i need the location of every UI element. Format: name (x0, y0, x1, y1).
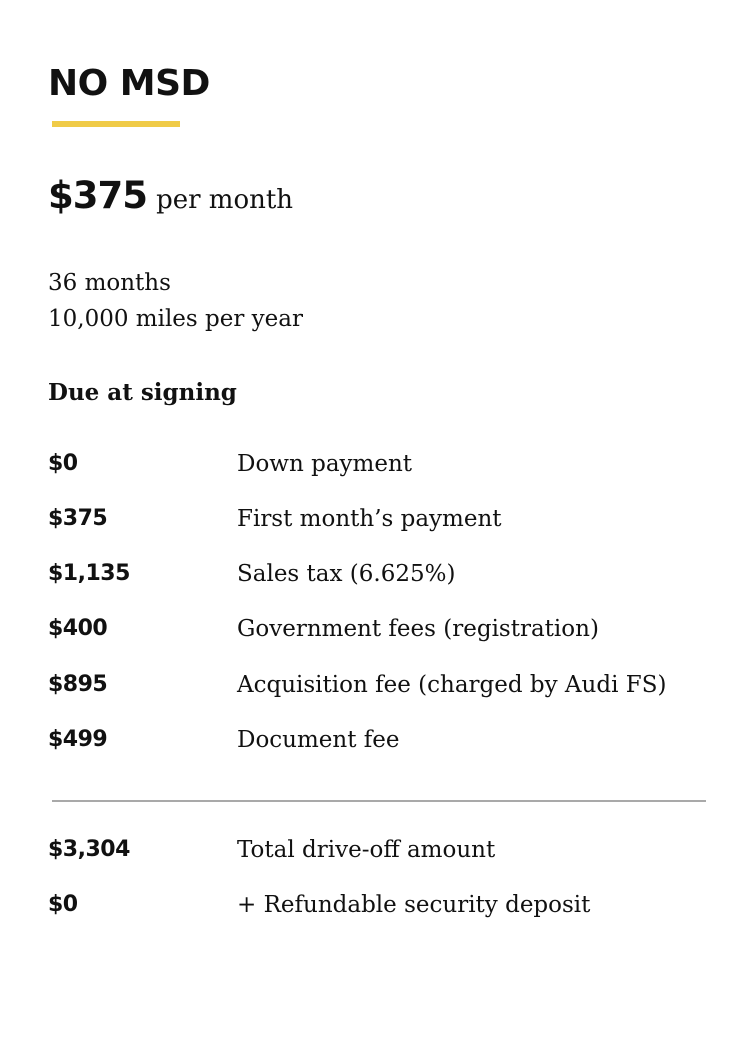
due-at-signing-heading: Due at signing (48, 379, 237, 406)
fee-row-document-fee (48, 725, 708, 755)
fee-amount: $1,135 (48, 561, 130, 586)
fee-amount: $0 (48, 451, 78, 476)
fee-row-government-fees (48, 614, 708, 644)
fee-amount: $375 (48, 506, 108, 531)
fee-row-sales-tax (48, 559, 708, 589)
monthly-price (48, 174, 293, 217)
total-row-drive-off (48, 835, 708, 865)
fee-label: Document fee (237, 727, 400, 753)
total-row-security-deposit (48, 890, 708, 920)
lease-term-months: 36 months (48, 270, 171, 296)
fee-label: Acquisition fee (charged by Audi FS) (237, 672, 667, 698)
fee-label: First month’s payment (237, 506, 502, 532)
title-accent-underline (52, 121, 180, 127)
total-label: + Refundable security deposit (237, 892, 591, 918)
totals-divider (52, 800, 706, 802)
fee-row-down-payment (48, 449, 708, 479)
offer-title: NO MSD (48, 63, 210, 104)
total-amount: $0 (48, 892, 78, 917)
fee-amount: $499 (48, 727, 108, 752)
fee-row-first-month (48, 504, 708, 534)
fee-row-acquisition-fee (48, 670, 708, 700)
fee-label: Sales tax (6.625%) (237, 561, 456, 587)
fee-label: Down payment (237, 451, 413, 477)
total-label: Total drive-off amount (237, 837, 496, 863)
monthly-price-period: per month (156, 185, 294, 215)
monthly-price-amount: $375 (48, 174, 147, 217)
fee-amount: $895 (48, 672, 108, 697)
fee-label: Government fees (registration) (237, 616, 599, 642)
fee-amount: $400 (48, 616, 108, 641)
lease-mileage: 10,000 miles per year (48, 306, 303, 332)
total-amount: $3,304 (48, 837, 130, 862)
